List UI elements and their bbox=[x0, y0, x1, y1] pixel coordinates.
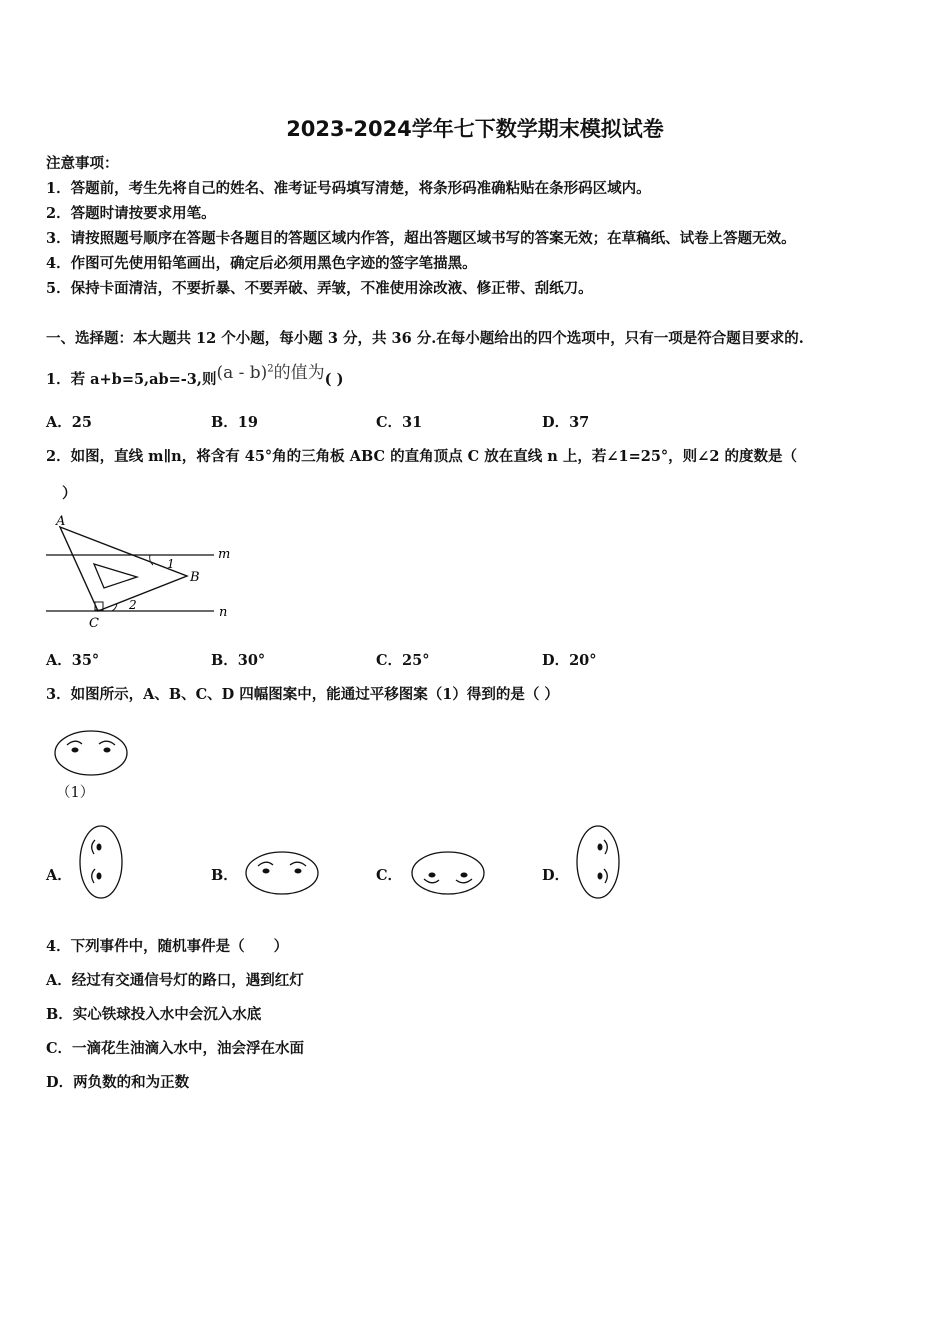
q2-option-a[interactable]: A．35° bbox=[46, 652, 100, 669]
q3-option-a-face bbox=[76, 823, 130, 903]
q1-stem-text: 1．若 a+b=5,ab=-3,则 bbox=[46, 371, 217, 388]
q4-option-b[interactable]: B．实心铁球投入水中会沉入水底 bbox=[46, 1006, 262, 1023]
q3-option-b[interactable]: B． bbox=[211, 867, 238, 884]
q4-stem: 4．下列事件中，随机事件是（ ） bbox=[46, 938, 289, 955]
q3-stem: 3．如图所示，A、B、C、D 四幅图案中，能通过平移图案（1）得到的是（ ） bbox=[46, 686, 559, 703]
q1-option-d[interactable]: D．37 bbox=[542, 414, 590, 431]
q3-figure-1-face bbox=[52, 726, 132, 778]
section-heading: 一、选择题：本大题共 12 个小题，每小题 3 分，共 36 分.在每小题给出的四个选项中，只有一项是符合题目要求的. bbox=[46, 330, 804, 347]
label-angle-1: 1 bbox=[167, 557, 175, 571]
label-angle-2: 2 bbox=[129, 598, 137, 612]
q2-option-c[interactable]: C．25° bbox=[376, 652, 430, 669]
q3-option-c-face bbox=[409, 848, 489, 900]
triangle-hole bbox=[94, 564, 137, 588]
q1-option-c[interactable]: C．31 bbox=[376, 414, 423, 431]
q3-option-b-face bbox=[243, 848, 323, 900]
label-a: A bbox=[56, 514, 66, 529]
notice-item: 1．答题前，考生先将自己的姓名、准考证号码填写清楚，将条形码准确粘贴在条形码区域内。 bbox=[46, 180, 651, 197]
q2-triangle-figure bbox=[42, 510, 242, 635]
q2-option-b[interactable]: B．30° bbox=[211, 652, 266, 669]
notice-item: 5．保持卡面清洁，不要折暴、不要弄破、弄皱，不准使用涂改液、修正带、刮纸刀。 bbox=[46, 280, 593, 297]
q4-option-d[interactable]: D．两负数的和为正数 bbox=[46, 1074, 190, 1091]
notice-item: 4．作图可先使用铅笔画出，确定后必须用黑色字迹的签字笔描黑。 bbox=[46, 255, 477, 272]
q1-option-b[interactable]: B．19 bbox=[211, 414, 258, 431]
q1-expression: (a - b)$^2$的值为 bbox=[216, 363, 325, 383]
label-m: m bbox=[218, 547, 231, 562]
notice-item: 3．请按照题号顺序在答题卡各题目的答题区域内作答，超出答题区域书写的答案无效；在草稿纸、试卷上答题无效。 bbox=[46, 230, 796, 247]
q3-option-d[interactable]: D． bbox=[542, 867, 570, 884]
page-title: 2023-2024学年七下数学期末模拟试卷 bbox=[286, 117, 664, 141]
q4-option-a[interactable]: A．经过有交通信号灯的路口，遇到红灯 bbox=[46, 972, 304, 989]
notice-item: 2．答题时请按要求用笔。 bbox=[46, 205, 216, 222]
label-c: C bbox=[89, 616, 99, 631]
q1-stem bbox=[46, 364, 343, 389]
angle-1-arc bbox=[150, 555, 153, 565]
label-b: B bbox=[190, 570, 200, 585]
q2-stem-end: ） bbox=[62, 485, 77, 502]
q2-stem: 2．如图，直线 m∥n，将含有 45°角的三角板 ABC 的直角顶点 C 放在直线 n 上，若∠1=25°，则∠2 的度数是（ bbox=[46, 448, 797, 465]
label-n: n bbox=[219, 605, 228, 620]
q1-answer-paren: ( ) bbox=[324, 371, 344, 388]
q4-option-c[interactable]: C．一滴花生油滴入水中，油会浮在水面 bbox=[46, 1040, 305, 1057]
q3-option-d-face bbox=[571, 823, 625, 903]
q3-figure-caption: （1） bbox=[56, 785, 95, 801]
q3-option-c[interactable]: C． bbox=[376, 867, 403, 884]
q3-option-a[interactable]: A． bbox=[46, 867, 72, 884]
q2-option-d[interactable]: D．20° bbox=[542, 652, 597, 669]
notice-heading: 注意事项： bbox=[46, 155, 119, 172]
q1-option-a[interactable]: A．25 bbox=[46, 414, 92, 431]
